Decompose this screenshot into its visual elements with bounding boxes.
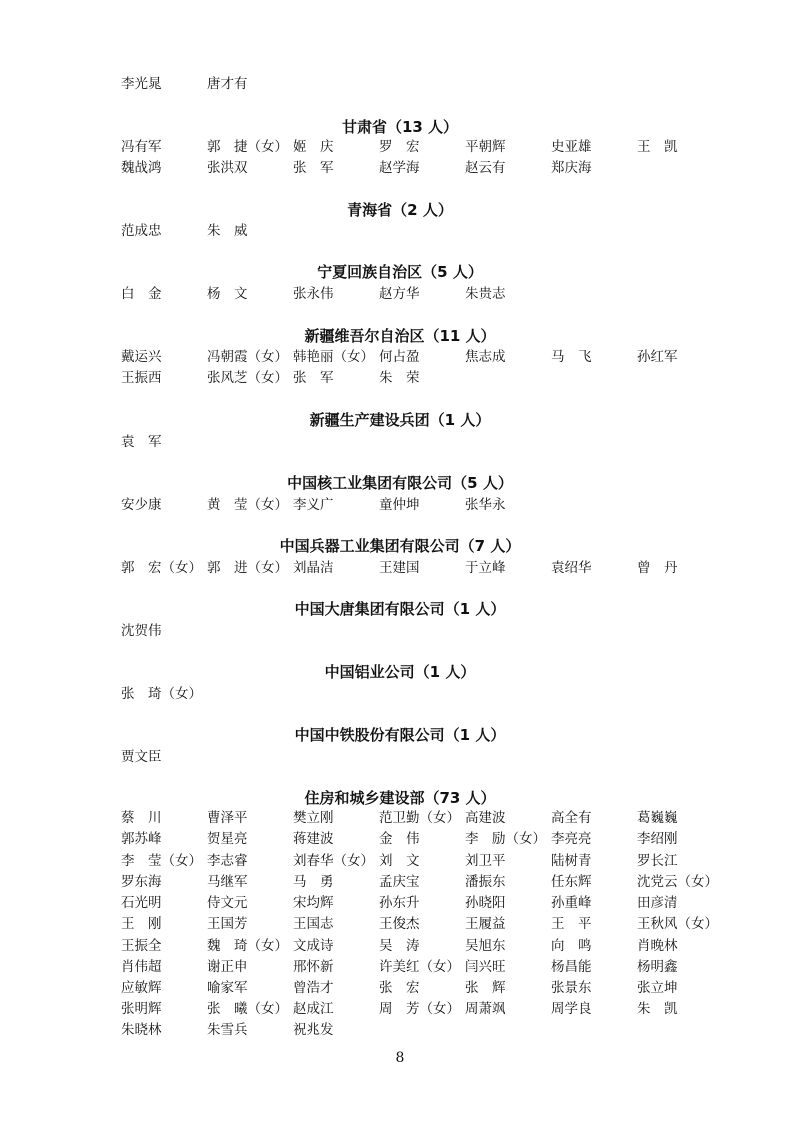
person-name: 沈贺伟 xyxy=(121,623,162,639)
person-name: 贾文臣 xyxy=(121,749,162,765)
section-heading: 中国大唐集团有限公司（1 人） xyxy=(294,600,506,618)
name-row xyxy=(121,851,721,871)
person-name: 陆树青 xyxy=(551,853,592,869)
person-name: 何占盈 xyxy=(379,349,420,365)
person-name: 张 军 xyxy=(293,160,334,176)
person-name: 杨明鑫 xyxy=(637,959,678,975)
person-name: 高全有 xyxy=(551,810,592,826)
person-name: 祝兆发 xyxy=(293,1022,334,1038)
person-name: 王履益 xyxy=(465,916,506,932)
person-name: 李 莹（女） xyxy=(121,853,202,869)
person-name: 范成忠 xyxy=(121,223,162,239)
name-row xyxy=(121,829,721,849)
person-name: 张立坤 xyxy=(637,980,678,996)
name-row xyxy=(121,747,721,767)
person-name: 赵云有 xyxy=(465,160,506,176)
person-name: 黄 莹（女） xyxy=(207,497,288,513)
person-name: 范卫勤（女） xyxy=(379,810,460,826)
person-name: 周学良 xyxy=(551,1001,592,1017)
person-name: 马继军 xyxy=(207,874,248,890)
name-row xyxy=(121,558,721,578)
person-name: 赵学海 xyxy=(379,160,420,176)
person-name: 郭 宏（女） xyxy=(121,560,202,576)
person-name: 周 芳（女） xyxy=(379,1001,460,1017)
person-name: 吴旭东 xyxy=(465,938,506,954)
person-name: 王建国 xyxy=(379,560,420,576)
person-name: 闫兴旺 xyxy=(465,959,506,975)
person-name: 焦志成 xyxy=(465,349,506,365)
person-name: 张 曦（女） xyxy=(207,1001,288,1017)
person-name: 郭 捷（女） xyxy=(207,139,288,155)
person-name: 孙重峰 xyxy=(551,895,592,911)
person-name: 马 飞 xyxy=(551,349,592,365)
person-name: 田彦清 xyxy=(637,895,678,911)
person-name: 樊立刚 xyxy=(293,810,334,826)
section-heading: 中国中铁股份有限公司（1 人） xyxy=(294,726,506,744)
person-name: 向 鸣 xyxy=(551,938,592,954)
person-name: 郑庆海 xyxy=(551,160,592,176)
person-name: 孙晓阳 xyxy=(465,895,506,911)
person-name: 许美红（女） xyxy=(379,959,460,975)
person-name: 杨昌能 xyxy=(551,959,592,975)
name-row xyxy=(121,137,721,157)
person-name: 任东辉 xyxy=(551,874,592,890)
person-name: 平朝辉 xyxy=(465,139,506,155)
person-name: 蔡 川 xyxy=(121,810,162,826)
section-heading: 中国铝业公司（1 人） xyxy=(324,663,476,681)
page-number: 8 xyxy=(395,1050,405,1066)
person-name: 王俊杰 xyxy=(379,916,420,932)
person-name: 应敏辉 xyxy=(121,980,162,996)
person-name: 喻家军 xyxy=(207,980,248,996)
person-name: 高建波 xyxy=(465,810,506,826)
person-name: 朱晓林 xyxy=(121,1022,162,1038)
name-row xyxy=(121,893,721,913)
person-name: 张永伟 xyxy=(293,286,334,302)
person-name: 冯有军 xyxy=(121,139,162,155)
name-row xyxy=(121,914,721,934)
person-name: 马 勇 xyxy=(293,874,334,890)
name-row xyxy=(121,808,721,828)
person-name: 姬 庆 xyxy=(293,139,334,155)
person-name: 曹泽平 xyxy=(207,810,248,826)
person-name: 杨 文 xyxy=(207,286,248,302)
person-name: 张华永 xyxy=(465,497,506,513)
person-name: 魏 琦（女） xyxy=(207,938,288,954)
person-name: 刘晶洁 xyxy=(293,560,334,576)
person-name: 王国芳 xyxy=(207,916,248,932)
name-row xyxy=(121,347,721,367)
person-name: 侍文元 xyxy=(207,895,248,911)
name-row xyxy=(121,999,721,1019)
person-name: 周萧飒 xyxy=(465,1001,506,1017)
section-heading: 新疆维吾尔自治区（11 人） xyxy=(304,327,496,345)
person-name: 朱 凯 xyxy=(637,1001,678,1017)
person-name: 童仲坤 xyxy=(379,497,420,513)
name-row xyxy=(121,978,721,998)
person-name: 白 金 xyxy=(121,286,162,302)
section-heading: 中国核工业集团有限公司（5 人） xyxy=(287,474,513,492)
section-heading: 住房和城乡建设部（73 人） xyxy=(304,789,496,807)
person-name: 安少康 xyxy=(121,497,162,513)
person-name: 赵成江 xyxy=(293,1001,334,1017)
person-name: 金 伟 xyxy=(379,831,420,847)
person-name: 罗 宏 xyxy=(379,139,420,155)
name-row xyxy=(121,158,721,178)
person-name: 唐才有 xyxy=(207,76,248,92)
name-row xyxy=(121,936,721,956)
person-name: 宋均辉 xyxy=(293,895,334,911)
person-name: 郭苏峰 xyxy=(121,831,162,847)
person-name: 罗长江 xyxy=(637,853,678,869)
person-name: 曾 丹 xyxy=(637,560,678,576)
person-name: 肖伟超 xyxy=(121,959,162,975)
person-name: 于立峰 xyxy=(465,560,506,576)
name-row xyxy=(121,621,721,641)
name-row xyxy=(121,1020,721,1040)
section-heading: 中国兵器工业集团有限公司（7 人） xyxy=(279,537,521,555)
person-name: 李绍刚 xyxy=(637,831,678,847)
person-name: 文成诗 xyxy=(293,938,334,954)
person-name: 赵方华 xyxy=(379,286,420,302)
person-name: 贺星亮 xyxy=(207,831,248,847)
person-name: 王 平 xyxy=(551,916,592,932)
person-name: 李义广 xyxy=(293,497,334,513)
person-name: 李志睿 xyxy=(207,853,248,869)
person-name: 孟庆宝 xyxy=(379,874,420,890)
person-name: 刘春华（女） xyxy=(293,853,374,869)
person-name: 曾浩才 xyxy=(293,980,334,996)
person-name: 石光明 xyxy=(121,895,162,911)
person-name: 朱 威 xyxy=(207,223,248,239)
person-name: 王国志 xyxy=(293,916,334,932)
person-name: 魏战鸿 xyxy=(121,160,162,176)
section-heading: 青海省（2 人） xyxy=(347,201,453,219)
person-name: 李光晁 xyxy=(121,76,162,92)
person-name: 罗东海 xyxy=(121,874,162,890)
person-name: 王 凯 xyxy=(637,139,678,155)
person-name: 朱雪兵 xyxy=(207,1022,248,1038)
person-name: 张景东 xyxy=(551,980,592,996)
person-name: 吴 涛 xyxy=(379,938,420,954)
person-name: 沈党云（女） xyxy=(637,874,718,890)
person-name: 王 刚 xyxy=(121,916,162,932)
person-name: 李 励（女） xyxy=(465,831,546,847)
name-row xyxy=(121,872,721,892)
person-name: 孙东升 xyxy=(379,895,420,911)
name-row xyxy=(121,284,721,304)
person-name: 蒋建波 xyxy=(293,831,334,847)
person-name: 韩艳丽（女） xyxy=(293,349,374,365)
person-name: 袁绍华 xyxy=(551,560,592,576)
name-row xyxy=(121,221,721,241)
person-name: 戴运兴 xyxy=(121,349,162,365)
name-row xyxy=(121,957,721,977)
person-name: 冯朝霞（女） xyxy=(207,349,288,365)
person-name: 张明辉 xyxy=(121,1001,162,1017)
person-name: 张 琦（女） xyxy=(121,686,202,702)
person-name: 张 辉 xyxy=(465,980,506,996)
person-name: 朱贵志 xyxy=(465,286,506,302)
person-name: 孙红军 xyxy=(637,349,678,365)
person-name: 张 宏 xyxy=(379,980,420,996)
person-name: 王振西 xyxy=(121,370,162,386)
person-name: 郭 进（女） xyxy=(207,560,288,576)
person-name: 肖晚林 xyxy=(637,938,678,954)
person-name: 史亚雄 xyxy=(551,139,592,155)
name-row xyxy=(121,432,721,452)
section-heading: 甘肃省（13 人） xyxy=(341,118,459,136)
section-heading: 新疆生产建设兵团（1 人） xyxy=(309,411,491,429)
person-name: 张风芝（女） xyxy=(207,370,288,386)
person-name: 袁 军 xyxy=(121,434,162,450)
name-row xyxy=(121,495,721,515)
name-row xyxy=(121,368,721,388)
person-name: 王秋风（女） xyxy=(637,916,718,932)
person-name: 潘振东 xyxy=(465,874,506,890)
person-name: 张 军 xyxy=(293,370,334,386)
person-name: 葛巍巍 xyxy=(637,810,678,826)
name-row xyxy=(121,684,721,704)
person-name: 王振全 xyxy=(121,938,162,954)
person-name: 刘 文 xyxy=(379,853,420,869)
person-name: 谢正申 xyxy=(207,959,248,975)
person-name: 张洪双 xyxy=(207,160,248,176)
person-name: 李亮亮 xyxy=(551,831,592,847)
section-heading: 宁夏回族自治区（5 人） xyxy=(317,263,483,281)
name-row xyxy=(121,74,721,94)
person-name: 刘卫平 xyxy=(465,853,506,869)
person-name: 邢怀新 xyxy=(293,959,334,975)
person-name: 朱 荣 xyxy=(379,370,420,386)
